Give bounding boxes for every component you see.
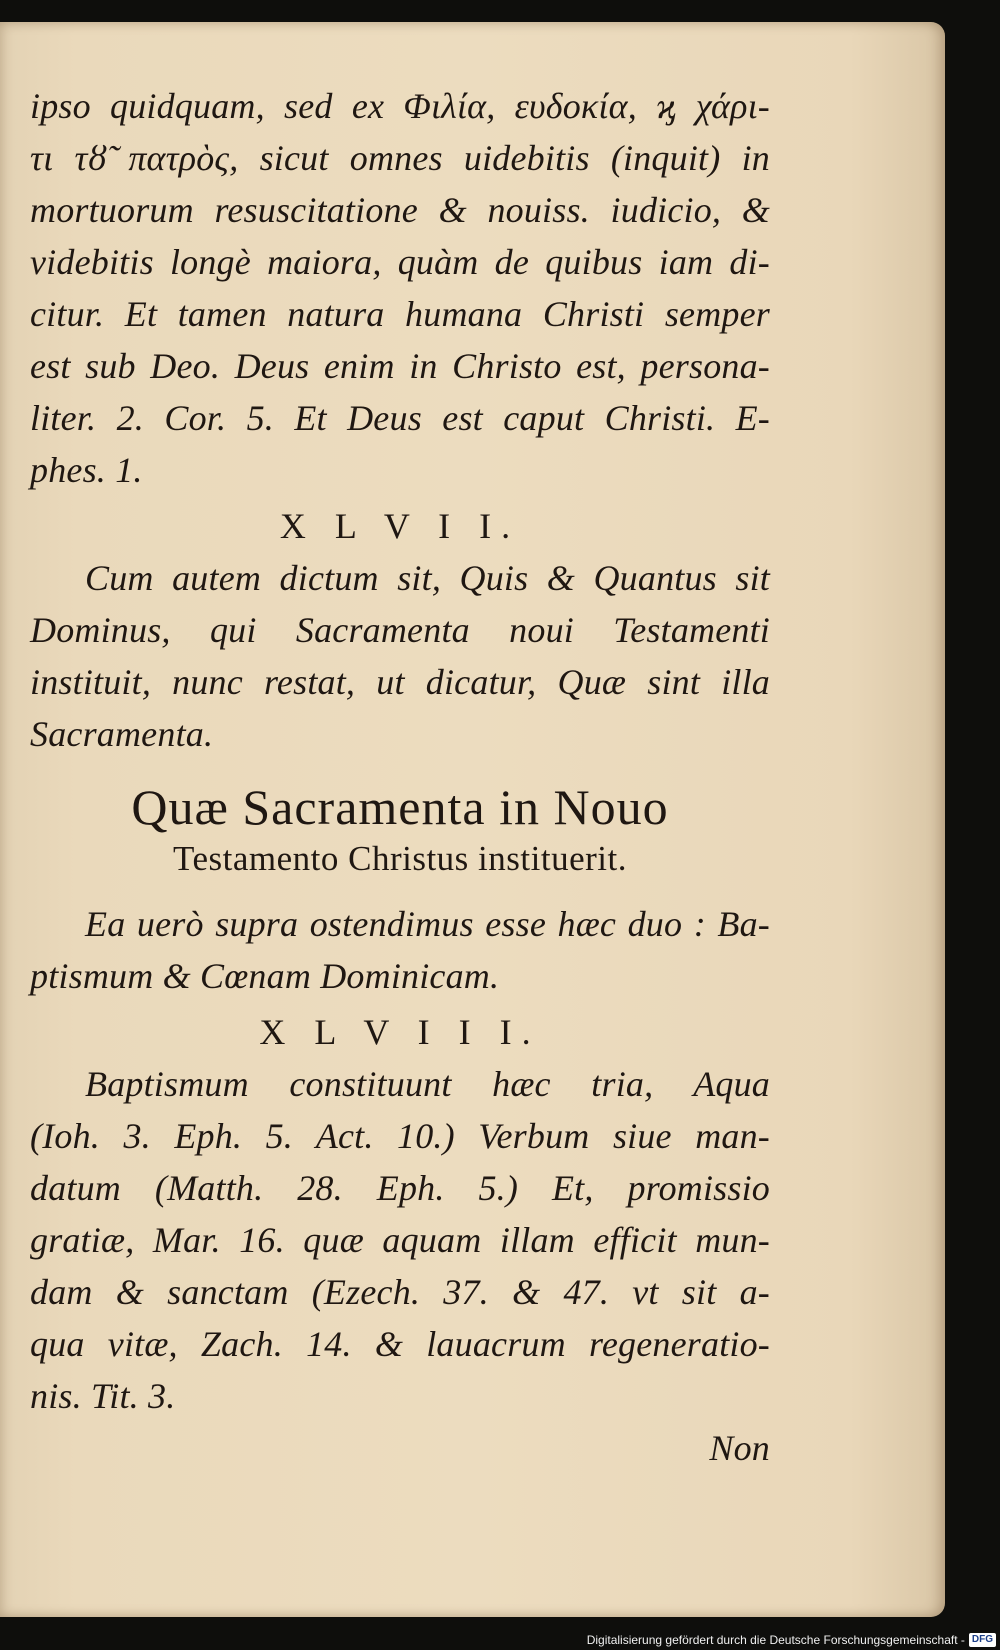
text-line: phes. 1.	[30, 450, 143, 490]
section-heading-line-1: Quæ Sacramenta in Nouo	[131, 779, 669, 835]
text-line: gratiæ, Mar. 16. quæ aquam illam efficit mun-	[30, 1220, 770, 1260]
text-line: qua vitæ, Zach. 14. & lauacrum regeneratio-	[30, 1324, 770, 1364]
text-line: ptismum & Cœnam Dominicam.	[30, 956, 500, 996]
text-line: citur. Et tamen natura humana Christi semper	[30, 294, 770, 334]
section-heading-line-2: Testamento Christus instituerit.	[173, 839, 627, 878]
text-line: Ea uerò supra ostendimus esse hæc duo : Ba-	[85, 904, 770, 944]
section-number-48: X L V I I I.	[259, 1012, 541, 1052]
text-line: est sub Deo. Deus enim in Christo est, persona-	[30, 346, 770, 386]
text-line: dam & sanctam (Ezech. 37. & 47. vt sit a-	[30, 1272, 770, 1312]
book-page	[0, 22, 945, 1617]
text-line: instituit, nunc restat, ut dicatur, Quæ sint illa	[30, 662, 770, 702]
text-line: Baptismum constituunt hæc tria, Aqua	[85, 1064, 770, 1104]
digitization-footer	[579, 1630, 1000, 1650]
text-line: Dominus, qui Sacramenta noui Testamenti	[30, 610, 770, 650]
section-number-47: X L V I I.	[279, 506, 521, 546]
text-line: mortuorum resuscitatione & nouiss. iudicio, &	[30, 190, 770, 230]
footer-text: Digitalisierung gefördert durch die Deutsche Forschungsgemeinschaft -	[586, 1633, 965, 1647]
text-line: Cum autem dictum sit, Quis & Quantus sit	[85, 558, 770, 598]
page-text	[30, 80, 770, 1474]
text-line: (Ioh. 3. Eph. 5. Act. 10.) Verbum siue man-	[30, 1116, 770, 1156]
text-line: ipso quidquam, sed ex Φιλία, ευδοκία, ϗ χάρι-	[30, 86, 770, 126]
text-line: τι τȣ̃ πατρὸς, sicut omnes uidebitis (inquit) in	[30, 138, 770, 178]
text-line: datum (Matth. 28. Eph. 5.) Et, promissio	[30, 1168, 770, 1208]
catchword: Non	[709, 1428, 770, 1468]
section-heading	[30, 778, 770, 882]
text-line: Sacramenta.	[30, 714, 214, 754]
dfg-logo: DFG	[969, 1633, 996, 1647]
text-line: videbitis longè maiora, quàm de quibus iam di-	[30, 242, 770, 282]
text-line: liter. 2. Cor. 5. Et Deus est caput Christi. E-	[30, 398, 770, 438]
text-line: nis. Tit. 3.	[30, 1376, 176, 1416]
